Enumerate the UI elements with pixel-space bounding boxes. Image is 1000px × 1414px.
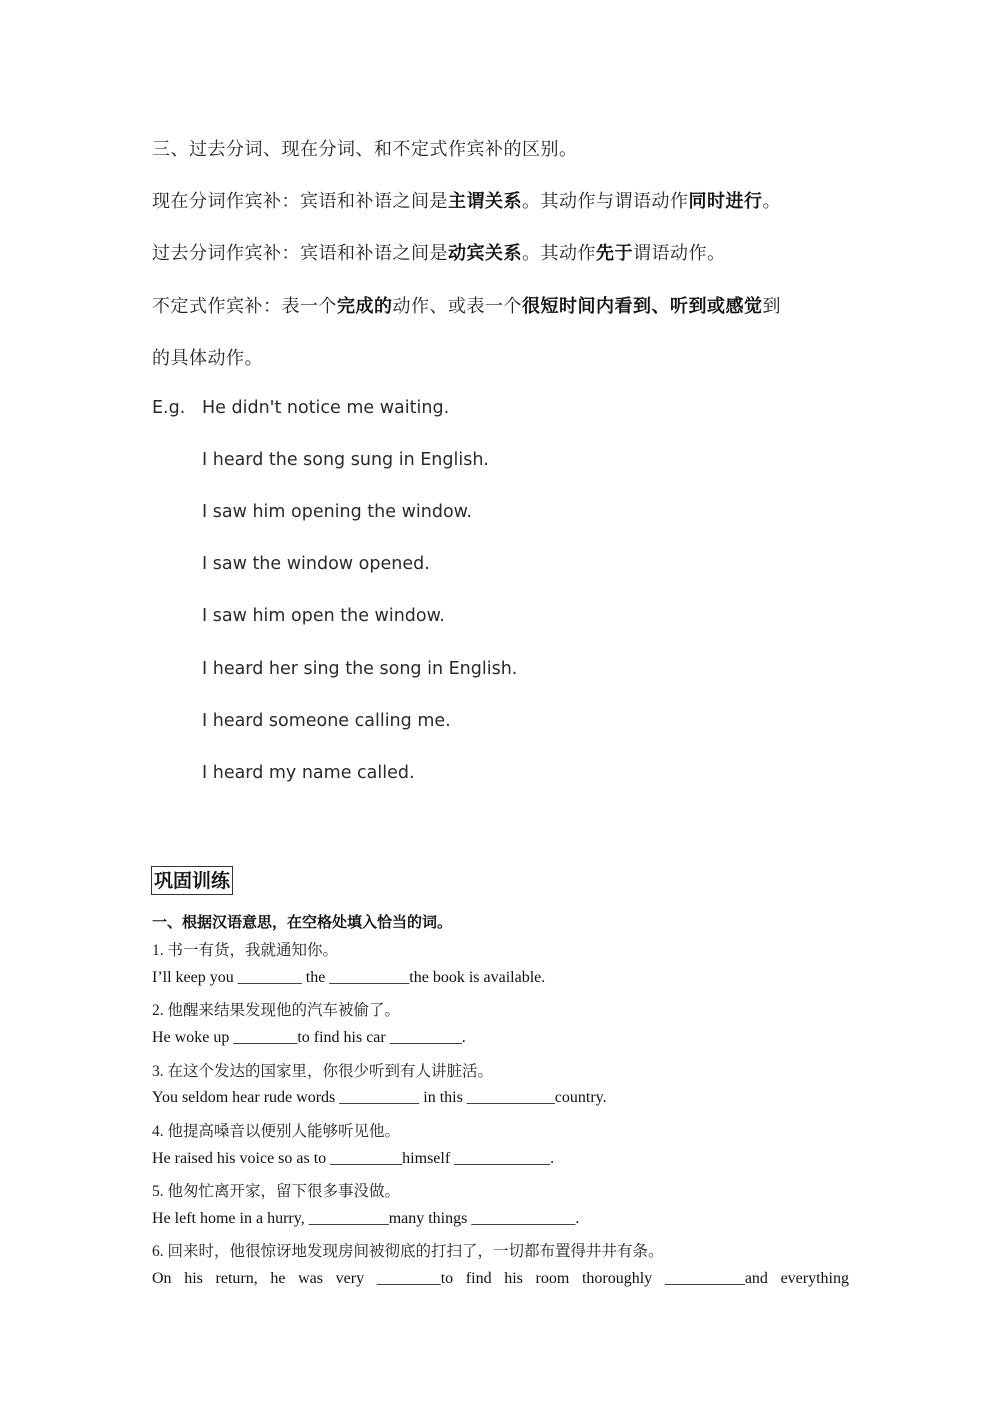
rule-text: 。其动作 — [522, 243, 596, 264]
rule-emphasis: 同时进行 — [688, 191, 763, 212]
exercise-sentence-en: He raised his voice so as to _________himself ____________. — [152, 1150, 555, 1167]
exercise-prompt-cn: 6. 回来时，他很惊讶地发现房间被彻底的打扫了，一切都布置得井井有条。 — [152, 1243, 664, 1260]
exercise-sentence-en: He woke up ________to find his car _________. — [152, 1029, 466, 1046]
exercise-prompt-cn: 1. 书一有货，我就通知你。 — [152, 942, 339, 959]
exercise-heading: 一、根据汉语意思，在空格处填入恰当的词。 — [152, 913, 453, 931]
exercise-prompt-cn: 2. 他醒来结果发现他的汽车被偷了。 — [152, 1002, 401, 1019]
rule-emphasis: 完成的 — [337, 296, 393, 317]
rule-text: 现在分词作宾补：宾语和补语之间是 — [152, 191, 448, 212]
rule-text: 。其动作与谓语动作 — [522, 191, 689, 212]
example-sentence: He didn't notice me waiting. — [202, 398, 450, 418]
exercise-prompt-cn: 3. 在这个发达的国家里，你很少听到有人讲脏活。 — [152, 1063, 494, 1080]
exercise-sentence-en: I’ll keep you ________ the __________the book is available. — [152, 969, 546, 986]
exercise-sentence-en: He left home in a hurry, __________many things _____________. — [152, 1210, 580, 1227]
rule-emphasis: 主谓关系 — [448, 191, 522, 212]
example-sentence: I saw him opening the window. — [202, 502, 472, 522]
exercise-prompt-cn: 5. 他匆忙离开家，留下很多事没做。 — [152, 1183, 401, 1200]
example-sentence: I heard the song sung in English. — [202, 450, 489, 470]
examples-label: E.g. — [152, 398, 186, 418]
example-sentence: I heard her sing the song in English. — [202, 659, 518, 679]
rule-text: 动作、或表一个 — [392, 296, 522, 317]
rule-infinitive — [152, 292, 781, 318]
rule-present-participle — [152, 187, 781, 213]
example-sentence: I heard someone calling me. — [202, 711, 451, 731]
example-sentence: I saw the window opened. — [202, 554, 430, 574]
rule-past-participle — [152, 239, 726, 265]
rule-emphasis: 动宾关系 — [448, 243, 522, 264]
rule-emphasis: 先于 — [596, 243, 633, 264]
rule-text: 不定式作宾补：表一个 — [152, 296, 337, 317]
section-title: 三、过去分词、现在分词、和不定式作宾补的区别。 — [152, 139, 578, 160]
rule-infinitive-continued: 的具体动作。 — [152, 348, 263, 369]
rule-text: 谓语动作。 — [633, 243, 726, 264]
example-sentence: I heard my name called. — [202, 763, 415, 783]
exercise-sentence-en: You seldom hear rude words __________ in this ___________country. — [152, 1089, 607, 1106]
practice-box-title: 巩固训练 — [151, 866, 233, 895]
rule-text: 过去分词作宾补：宾语和补语之间是 — [152, 243, 448, 264]
rule-text: 。 — [762, 191, 781, 212]
exercise-prompt-cn: 4. 他提高嗓音以便别人能够听见他。 — [152, 1123, 401, 1140]
rule-emphasis: 很短时间内看到、听到或感觉 — [522, 296, 763, 317]
example-sentence: I saw him open the window. — [202, 606, 445, 626]
rule-text: 到 — [762, 296, 781, 317]
exercise-sentence-en: On his return, he was very ________to find his room thoroughly __________and everything — [152, 1270, 849, 1287]
